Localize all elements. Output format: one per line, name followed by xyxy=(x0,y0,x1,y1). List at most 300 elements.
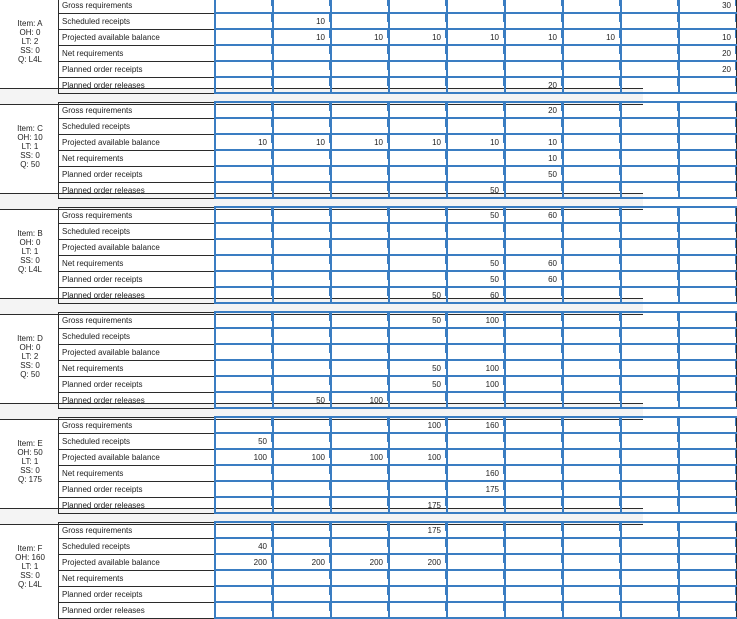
input-cell[interactable] xyxy=(679,481,737,497)
input-cell[interactable] xyxy=(679,255,737,271)
input-cell[interactable] xyxy=(389,376,447,392)
input-cell[interactable] xyxy=(679,392,737,408)
input-cell[interactable] xyxy=(447,239,505,255)
input-cell[interactable] xyxy=(331,150,389,166)
input-cell[interactable] xyxy=(215,522,273,538)
input-cell[interactable] xyxy=(389,223,447,239)
input-cell[interactable] xyxy=(563,449,621,465)
input-cell[interactable] xyxy=(389,465,447,481)
input-cell[interactable] xyxy=(563,182,621,198)
input-cell[interactable] xyxy=(273,328,331,344)
input-cell[interactable] xyxy=(331,586,389,602)
input-cell[interactable] xyxy=(447,45,505,61)
input-cell[interactable] xyxy=(621,554,679,570)
input-cell[interactable] xyxy=(679,239,737,255)
input-cell[interactable] xyxy=(563,29,621,45)
input-cell[interactable] xyxy=(505,376,563,392)
input-cell[interactable] xyxy=(215,376,273,392)
input-cell[interactable] xyxy=(679,61,737,77)
input-cell[interactable] xyxy=(621,360,679,376)
input-cell[interactable] xyxy=(331,481,389,497)
input-cell[interactable] xyxy=(273,29,331,45)
input-cell[interactable] xyxy=(389,255,447,271)
input-cell[interactable] xyxy=(621,522,679,538)
input-cell[interactable] xyxy=(563,522,621,538)
input-cell[interactable] xyxy=(563,150,621,166)
input-cell[interactable] xyxy=(331,29,389,45)
input-cell[interactable] xyxy=(505,602,563,618)
input-cell[interactable] xyxy=(215,417,273,433)
input-cell[interactable] xyxy=(563,118,621,134)
input-cell[interactable] xyxy=(273,449,331,465)
input-cell[interactable] xyxy=(447,150,505,166)
input-cell[interactable] xyxy=(505,538,563,554)
input-cell[interactable] xyxy=(331,522,389,538)
input-cell[interactable] xyxy=(447,328,505,344)
input-cell[interactable] xyxy=(331,465,389,481)
input-cell[interactable] xyxy=(505,554,563,570)
input-cell[interactable] xyxy=(621,287,679,303)
input-cell[interactable] xyxy=(621,102,679,118)
input-cell[interactable] xyxy=(505,497,563,513)
input-cell[interactable] xyxy=(621,538,679,554)
input-cell[interactable] xyxy=(621,586,679,602)
input-cell[interactable] xyxy=(331,255,389,271)
input-cell[interactable] xyxy=(215,0,273,13)
input-cell[interactable] xyxy=(273,166,331,182)
input-cell[interactable] xyxy=(447,344,505,360)
input-cell[interactable] xyxy=(679,118,737,134)
input-cell[interactable] xyxy=(447,497,505,513)
input-cell[interactable] xyxy=(273,497,331,513)
input-cell[interactable] xyxy=(679,312,737,328)
input-cell[interactable] xyxy=(273,287,331,303)
input-cell[interactable] xyxy=(679,586,737,602)
input-cell[interactable] xyxy=(273,45,331,61)
input-cell[interactable] xyxy=(621,570,679,586)
input-cell[interactable] xyxy=(273,150,331,166)
input-cell[interactable] xyxy=(331,392,389,408)
input-cell[interactable] xyxy=(505,417,563,433)
input-cell[interactable] xyxy=(563,538,621,554)
input-cell[interactable] xyxy=(447,392,505,408)
input-cell[interactable] xyxy=(389,287,447,303)
input-cell[interactable] xyxy=(505,392,563,408)
input-cell[interactable] xyxy=(215,45,273,61)
input-cell[interactable] xyxy=(389,344,447,360)
input-cell[interactable] xyxy=(215,166,273,182)
input-cell[interactable] xyxy=(273,392,331,408)
input-cell[interactable] xyxy=(447,134,505,150)
input-cell[interactable] xyxy=(447,417,505,433)
input-cell[interactable] xyxy=(563,433,621,449)
input-cell[interactable] xyxy=(215,271,273,287)
input-cell[interactable] xyxy=(389,392,447,408)
input-cell[interactable] xyxy=(621,134,679,150)
input-cell[interactable] xyxy=(621,417,679,433)
input-cell[interactable] xyxy=(563,392,621,408)
input-cell[interactable] xyxy=(563,134,621,150)
input-cell[interactable] xyxy=(331,102,389,118)
input-cell[interactable] xyxy=(505,449,563,465)
input-cell[interactable] xyxy=(505,312,563,328)
input-cell[interactable] xyxy=(389,118,447,134)
input-cell[interactable] xyxy=(273,61,331,77)
input-cell[interactable] xyxy=(447,287,505,303)
input-cell[interactable] xyxy=(563,586,621,602)
input-cell[interactable] xyxy=(331,182,389,198)
input-cell[interactable] xyxy=(621,150,679,166)
input-cell[interactable] xyxy=(447,0,505,13)
input-cell[interactable] xyxy=(679,77,737,93)
input-cell[interactable] xyxy=(621,392,679,408)
input-cell[interactable] xyxy=(563,344,621,360)
input-cell[interactable] xyxy=(621,45,679,61)
input-cell[interactable] xyxy=(215,287,273,303)
input-cell[interactable] xyxy=(331,417,389,433)
input-cell[interactable] xyxy=(679,328,737,344)
input-cell[interactable] xyxy=(331,118,389,134)
input-cell[interactable] xyxy=(563,0,621,13)
input-cell[interactable] xyxy=(505,522,563,538)
input-cell[interactable] xyxy=(389,77,447,93)
input-cell[interactable] xyxy=(447,312,505,328)
input-cell[interactable] xyxy=(331,61,389,77)
input-cell[interactable] xyxy=(215,102,273,118)
input-cell[interactable] xyxy=(389,570,447,586)
input-cell[interactable] xyxy=(389,150,447,166)
input-cell[interactable] xyxy=(215,497,273,513)
input-cell[interactable] xyxy=(447,522,505,538)
input-cell[interactable] xyxy=(273,102,331,118)
input-cell[interactable] xyxy=(679,465,737,481)
input-cell[interactable] xyxy=(621,465,679,481)
input-cell[interactable] xyxy=(679,45,737,61)
input-cell[interactable] xyxy=(679,182,737,198)
input-cell[interactable] xyxy=(273,586,331,602)
input-cell[interactable] xyxy=(389,522,447,538)
input-cell[interactable] xyxy=(621,255,679,271)
input-cell[interactable] xyxy=(215,602,273,618)
input-cell[interactable] xyxy=(273,239,331,255)
input-cell[interactable] xyxy=(447,166,505,182)
input-cell[interactable] xyxy=(273,554,331,570)
input-cell[interactable] xyxy=(563,102,621,118)
input-cell[interactable] xyxy=(215,465,273,481)
input-cell[interactable] xyxy=(215,554,273,570)
input-cell[interactable] xyxy=(563,417,621,433)
input-cell[interactable] xyxy=(447,118,505,134)
input-cell[interactable] xyxy=(563,481,621,497)
input-cell[interactable] xyxy=(215,134,273,150)
input-cell[interactable] xyxy=(331,0,389,13)
input-cell[interactable] xyxy=(331,312,389,328)
input-cell[interactable] xyxy=(505,134,563,150)
input-cell[interactable] xyxy=(621,328,679,344)
input-cell[interactable] xyxy=(215,538,273,554)
input-cell[interactable] xyxy=(389,312,447,328)
input-cell[interactable] xyxy=(273,538,331,554)
input-cell[interactable] xyxy=(215,77,273,93)
input-cell[interactable] xyxy=(389,134,447,150)
input-cell[interactable] xyxy=(621,207,679,223)
input-cell[interactable] xyxy=(621,312,679,328)
input-cell[interactable] xyxy=(447,433,505,449)
input-cell[interactable] xyxy=(331,554,389,570)
input-cell[interactable] xyxy=(505,481,563,497)
input-cell[interactable] xyxy=(505,287,563,303)
input-cell[interactable] xyxy=(331,328,389,344)
input-cell[interactable] xyxy=(331,45,389,61)
input-cell[interactable] xyxy=(505,166,563,182)
input-cell[interactable] xyxy=(447,449,505,465)
input-cell[interactable] xyxy=(563,13,621,29)
input-cell[interactable] xyxy=(273,207,331,223)
input-cell[interactable] xyxy=(215,255,273,271)
input-cell[interactable] xyxy=(389,538,447,554)
input-cell[interactable] xyxy=(447,13,505,29)
input-cell[interactable] xyxy=(563,223,621,239)
input-cell[interactable] xyxy=(563,312,621,328)
input-cell[interactable] xyxy=(215,449,273,465)
input-cell[interactable] xyxy=(505,182,563,198)
input-cell[interactable] xyxy=(505,328,563,344)
input-cell[interactable] xyxy=(621,271,679,287)
input-cell[interactable] xyxy=(679,538,737,554)
input-cell[interactable] xyxy=(679,207,737,223)
input-cell[interactable] xyxy=(273,182,331,198)
input-cell[interactable] xyxy=(621,13,679,29)
input-cell[interactable] xyxy=(563,376,621,392)
input-cell[interactable] xyxy=(563,554,621,570)
input-cell[interactable] xyxy=(389,481,447,497)
input-cell[interactable] xyxy=(505,77,563,93)
input-cell[interactable] xyxy=(331,497,389,513)
input-cell[interactable] xyxy=(215,61,273,77)
input-cell[interactable] xyxy=(679,433,737,449)
input-cell[interactable] xyxy=(331,344,389,360)
input-cell[interactable] xyxy=(273,360,331,376)
input-cell[interactable] xyxy=(215,586,273,602)
input-cell[interactable] xyxy=(389,182,447,198)
input-cell[interactable] xyxy=(331,134,389,150)
input-cell[interactable] xyxy=(621,77,679,93)
input-cell[interactable] xyxy=(215,328,273,344)
input-cell[interactable] xyxy=(447,586,505,602)
input-cell[interactable] xyxy=(331,13,389,29)
input-cell[interactable] xyxy=(621,61,679,77)
input-cell[interactable] xyxy=(505,223,563,239)
input-cell[interactable] xyxy=(679,554,737,570)
input-cell[interactable] xyxy=(505,344,563,360)
input-cell[interactable] xyxy=(273,271,331,287)
input-cell[interactable] xyxy=(505,433,563,449)
input-cell[interactable] xyxy=(679,287,737,303)
input-cell[interactable] xyxy=(273,465,331,481)
input-cell[interactable] xyxy=(679,134,737,150)
input-cell[interactable] xyxy=(215,118,273,134)
input-cell[interactable] xyxy=(215,312,273,328)
input-cell[interactable] xyxy=(331,360,389,376)
input-cell[interactable] xyxy=(331,433,389,449)
input-cell[interactable] xyxy=(215,150,273,166)
input-cell[interactable] xyxy=(215,570,273,586)
input-cell[interactable] xyxy=(563,570,621,586)
input-cell[interactable] xyxy=(215,223,273,239)
input-cell[interactable] xyxy=(447,61,505,77)
input-cell[interactable] xyxy=(273,0,331,13)
input-cell[interactable] xyxy=(389,271,447,287)
input-cell[interactable] xyxy=(679,449,737,465)
input-cell[interactable] xyxy=(215,433,273,449)
input-cell[interactable] xyxy=(563,465,621,481)
input-cell[interactable] xyxy=(621,433,679,449)
input-cell[interactable] xyxy=(389,586,447,602)
input-cell[interactable] xyxy=(447,465,505,481)
input-cell[interactable] xyxy=(273,344,331,360)
input-cell[interactable] xyxy=(389,45,447,61)
input-cell[interactable] xyxy=(215,360,273,376)
input-cell[interactable] xyxy=(679,102,737,118)
input-cell[interactable] xyxy=(679,29,737,45)
input-cell[interactable] xyxy=(389,207,447,223)
input-cell[interactable] xyxy=(389,61,447,77)
input-cell[interactable] xyxy=(215,392,273,408)
input-cell[interactable] xyxy=(389,328,447,344)
input-cell[interactable] xyxy=(563,61,621,77)
input-cell[interactable] xyxy=(331,570,389,586)
input-cell[interactable] xyxy=(505,0,563,13)
input-cell[interactable] xyxy=(447,554,505,570)
input-cell[interactable] xyxy=(331,207,389,223)
input-cell[interactable] xyxy=(621,344,679,360)
input-cell[interactable] xyxy=(389,417,447,433)
input-cell[interactable] xyxy=(447,570,505,586)
input-cell[interactable] xyxy=(447,538,505,554)
input-cell[interactable] xyxy=(505,61,563,77)
input-cell[interactable] xyxy=(563,287,621,303)
input-cell[interactable] xyxy=(621,239,679,255)
input-cell[interactable] xyxy=(273,134,331,150)
input-cell[interactable] xyxy=(505,118,563,134)
input-cell[interactable] xyxy=(505,255,563,271)
input-cell[interactable] xyxy=(389,497,447,513)
input-cell[interactable] xyxy=(447,271,505,287)
input-cell[interactable] xyxy=(563,207,621,223)
input-cell[interactable] xyxy=(505,570,563,586)
input-cell[interactable] xyxy=(679,166,737,182)
input-cell[interactable] xyxy=(505,360,563,376)
input-cell[interactable] xyxy=(447,360,505,376)
input-cell[interactable] xyxy=(389,13,447,29)
input-cell[interactable] xyxy=(621,29,679,45)
input-cell[interactable] xyxy=(331,77,389,93)
input-cell[interactable] xyxy=(621,0,679,13)
input-cell[interactable] xyxy=(621,182,679,198)
input-cell[interactable] xyxy=(621,118,679,134)
input-cell[interactable] xyxy=(215,344,273,360)
input-cell[interactable] xyxy=(679,602,737,618)
input-cell[interactable] xyxy=(389,29,447,45)
input-cell[interactable] xyxy=(331,239,389,255)
input-cell[interactable] xyxy=(273,223,331,239)
input-cell[interactable] xyxy=(273,417,331,433)
input-cell[interactable] xyxy=(563,166,621,182)
input-cell[interactable] xyxy=(679,376,737,392)
input-cell[interactable] xyxy=(331,287,389,303)
input-cell[interactable] xyxy=(331,538,389,554)
input-cell[interactable] xyxy=(447,602,505,618)
input-cell[interactable] xyxy=(679,223,737,239)
input-cell[interactable] xyxy=(505,465,563,481)
input-cell[interactable] xyxy=(273,481,331,497)
input-cell[interactable] xyxy=(389,449,447,465)
input-cell[interactable] xyxy=(679,150,737,166)
input-cell[interactable] xyxy=(679,570,737,586)
input-cell[interactable] xyxy=(389,602,447,618)
input-cell[interactable] xyxy=(273,570,331,586)
input-cell[interactable] xyxy=(563,45,621,61)
input-cell[interactable] xyxy=(679,13,737,29)
input-cell[interactable] xyxy=(389,433,447,449)
input-cell[interactable] xyxy=(621,602,679,618)
input-cell[interactable] xyxy=(621,166,679,182)
input-cell[interactable] xyxy=(447,182,505,198)
input-cell[interactable] xyxy=(389,166,447,182)
input-cell[interactable] xyxy=(273,118,331,134)
input-cell[interactable] xyxy=(505,102,563,118)
input-cell[interactable] xyxy=(389,554,447,570)
input-cell[interactable] xyxy=(505,207,563,223)
input-cell[interactable] xyxy=(679,0,737,13)
input-cell[interactable] xyxy=(563,497,621,513)
input-cell[interactable] xyxy=(215,29,273,45)
input-cell[interactable] xyxy=(563,255,621,271)
input-cell[interactable] xyxy=(331,166,389,182)
input-cell[interactable] xyxy=(215,13,273,29)
input-cell[interactable] xyxy=(389,360,447,376)
input-cell[interactable] xyxy=(679,497,737,513)
input-cell[interactable] xyxy=(621,376,679,392)
input-cell[interactable] xyxy=(563,77,621,93)
input-cell[interactable] xyxy=(331,271,389,287)
input-cell[interactable] xyxy=(621,449,679,465)
input-cell[interactable] xyxy=(447,29,505,45)
input-cell[interactable] xyxy=(331,449,389,465)
input-cell[interactable] xyxy=(679,344,737,360)
input-cell[interactable] xyxy=(447,223,505,239)
input-cell[interactable] xyxy=(331,602,389,618)
input-cell[interactable] xyxy=(389,102,447,118)
input-cell[interactable] xyxy=(215,207,273,223)
input-cell[interactable] xyxy=(389,239,447,255)
input-cell[interactable] xyxy=(505,239,563,255)
input-cell[interactable] xyxy=(679,522,737,538)
input-cell[interactable] xyxy=(505,13,563,29)
input-cell[interactable] xyxy=(331,223,389,239)
input-cell[interactable] xyxy=(331,376,389,392)
input-cell[interactable] xyxy=(621,223,679,239)
input-cell[interactable] xyxy=(273,13,331,29)
input-cell[interactable] xyxy=(273,376,331,392)
input-cell[interactable] xyxy=(215,182,273,198)
input-cell[interactable] xyxy=(505,29,563,45)
input-cell[interactable] xyxy=(563,602,621,618)
input-cell[interactable] xyxy=(273,522,331,538)
input-cell[interactable] xyxy=(273,433,331,449)
input-cell[interactable] xyxy=(273,312,331,328)
input-cell[interactable] xyxy=(273,255,331,271)
